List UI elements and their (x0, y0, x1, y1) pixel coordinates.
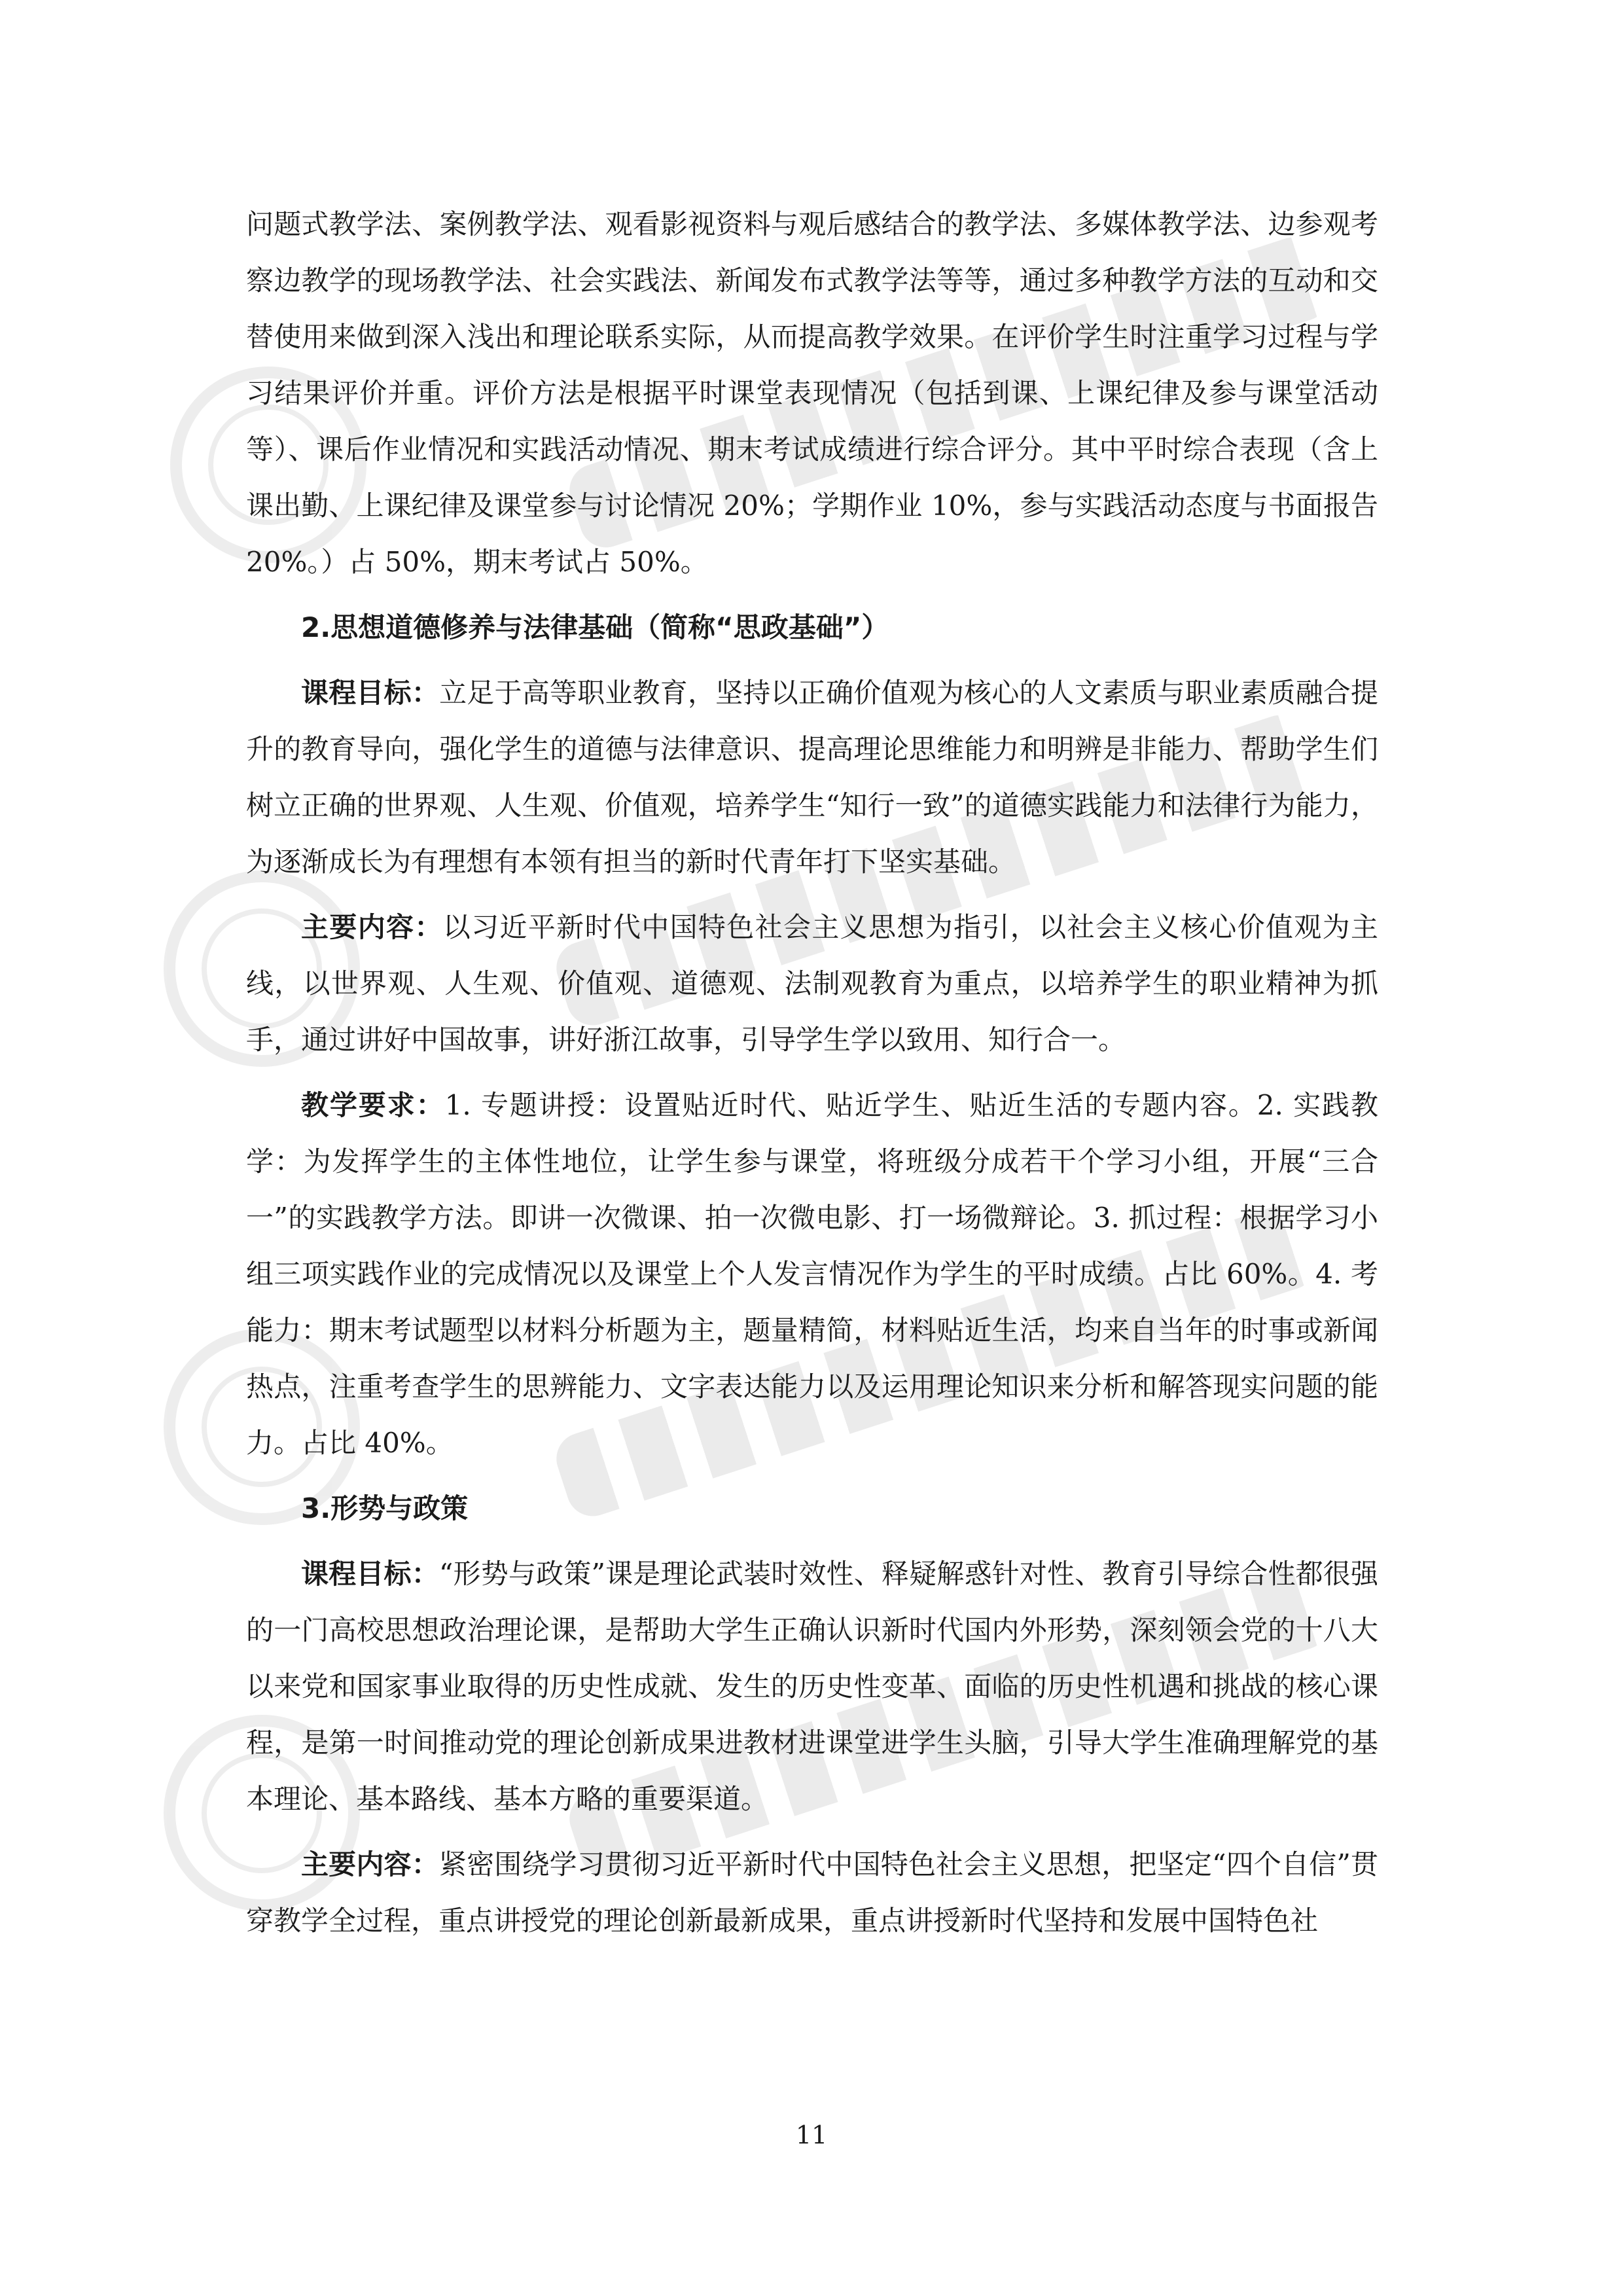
paragraph-course-goal-3 (246, 1546, 1378, 1827)
text-main-content: 以习近平新时代中国特色社会主义思想为指引，以社会主义核心价值观为主线，以世界观、人生观、价值观、道德观、法制观教育为重点，以培养学生的职业精神为抓手，通过讲好中国故事，讲好浙江故事，引导学生学以致用、知行合一。 (246, 911, 1378, 1056)
document-body (246, 196, 1378, 1958)
text-course-goal: 立足于高等职业教育，坚持以正确价值观为核心的人文素质与职业素质融合提升的教育导向，强化学生的道德与法律意识、提高理论思维能力和明辨是非能力、帮助学生们树立正确的世界观、人生观、价值观，培养学生“知行一致”的道德实践能力和法律行为能力，为逐渐成长为有理想有本领有担当的新时代青年打下坚实基础。 (246, 677, 1378, 878)
text-course-goal: “形势与政策”课是理论武装时效性、释疑解惑针对性、教育引导综合性都很强的一门高校思想政治理论课，是帮助大学生正确认识新时代国内外形势，深刻领会党的十八大以来党和国家事业取得的历史性成就、发生的历史性变革、面临的历史性机遇和挑战的核心课程，是第一时间推动党的理论创新成果进教材进课堂进学生头脑，引导大学生准确理解党的基本理论、基本路线、基本方略的重要渠道。 (246, 1558, 1378, 1815)
label-course-goal: 课程目标： (301, 1558, 439, 1590)
text-main-content: 紧密围绕学习贯彻习近平新时代中国特色社会主义思想，把坚定“四个自信”贯穿教学全过程，重点讲授党的理论创新最新成果，重点讲授新时代坚持和发展中国特色社 (246, 1848, 1378, 1937)
label-teaching-requirements: 教学要求： (301, 1089, 445, 1121)
paragraph-course-goal-2 (246, 665, 1378, 890)
paragraph-teaching-methods: 问题式教学法、案例教学法、观看影视资料与观后感结合的教学法、多媒体教学法、边参观考察边教学的现场教学法、社会实践法、新闻发布式教学法等等，通过多种教学方法的互动和交替使用来做到深入浅出和理论联系实际，从而提高教学效果。在评价学生时注重学习过程与学习结果评价并重。评价方法是根据平时课堂表现情况（包括到课、上课纪律及参与课堂活动等）、课后作业情况和实践活动情况、期末考试成绩进行综合评分。其中平时综合表现（含上课出勤、上课纪律及课堂参与讨论情况 20%；学期作业 10%，参与实践活动态度与书面报告 20%。）占 50%，期末考试占 50%。 (246, 208, 1378, 578)
label-main-content: 主要内容： (301, 1848, 439, 1880)
paragraph-main-content-2 (246, 899, 1378, 1068)
text-teaching-requirements: 1. 专题讲授：设置贴近时代、贴近学生、贴近生活的专题内容。2. 实践教学：为发挥学生的主体性地位，让学生参与课堂，将班级分成若干个学习小组，开展“三合一”的实践教学方法。即讲一次微课、拍一次微电影、打一场微辩论。3. 抓过程：根据学习小组三项实践作业的完成情况以及课堂上个人发言情况作为学生的平时成绩。占比 60%。4. 考能力：期末考试题型以材料分析题为主，题量精简，材料贴近生活，均来自当年的时事或新闻热点，注重考查学生的思辨能力、文字表达能力以及运用理论知识来分析和解答现实问题的能力。占比 40%。 (246, 1089, 1378, 1459)
paragraph-main-content-3 (246, 1837, 1378, 1949)
page-number: 11 (795, 2121, 828, 2149)
section-heading-3: 3.形势与政策 (301, 1492, 469, 1524)
paragraph-teaching-requirements-2 (246, 1077, 1378, 1471)
section-heading-2: 2.思想道德修养与法律基础（简称“思政基础”） (301, 611, 889, 643)
label-main-content: 主要内容： (301, 911, 443, 943)
label-course-goal: 课程目标： (301, 677, 440, 709)
